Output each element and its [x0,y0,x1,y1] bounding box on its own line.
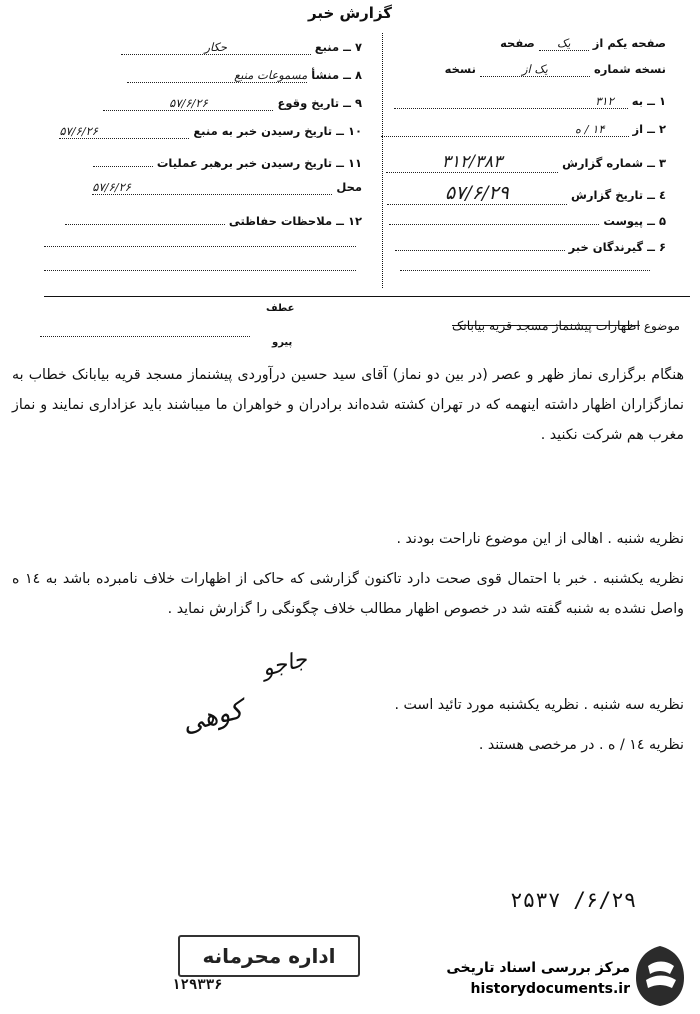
header-row-recipients: ۶ ــ گیرندگان خبر [395,238,666,254]
document-title: گزارش خبر [307,4,393,22]
signature-1: جاجو [259,646,310,683]
origin-value: مسموعات منبع [127,68,307,83]
signature-2: کوهی [179,695,246,739]
archive-stamp: اداره محرمانه [178,935,360,977]
report-number-value: ۳۱۲/۳۸۳ [386,152,558,173]
report-body-paragraph-5: نظریه ۱٤ / ه . در مرخصی هستند . [478,737,684,753]
subject-margin-bottom: پیرو [272,337,293,348]
from-value: ۱۴ / ه [381,122,629,137]
header-row-source: ۷ ــ منبع حکار [121,40,362,55]
bottom-date: ۲۵۳۷ /۶/۲۹ [510,888,637,912]
header-row-report-number: ۳ ــ شماره گزارش ۳۱۲/۳۸۳ [386,152,666,173]
header-column-divider [382,33,383,288]
place-value: ۵۷/۶/۲۶ [92,180,332,195]
report-body-paragraph-4: نظریه سه شنبه . نظریه یکشنبه مورد تائید است . [394,697,684,713]
header-row-copy: نسخه شماره یک از نسخه [444,62,666,76]
security-notes-value [65,212,225,225]
source-received-value: ۵۷/۶/۲۶ [59,124,189,139]
attachment-value [389,212,599,225]
watermark-logo-icon [634,944,686,1008]
source-value: حکار [121,40,311,55]
occurrence-date-value: ۵۷/۶/۲۶ [103,96,273,111]
header-row-report-date: ٤ ــ تاریخ گزارش ۵۷/۶/۲۹ [387,182,666,205]
notes-line-3 [44,270,356,271]
header-row-to: ۱ ــ به ۳۱۲ [394,94,666,109]
subject-extra-line [40,336,250,337]
header-row-page: صفحه یکم از یک صفحه [500,36,666,50]
header-row-from: ۲ ــ از ۱۴ / ه [381,122,666,137]
ops-received-value [93,154,153,167]
recipients-value [395,238,565,251]
header-row-attachment: ۵ ــ پیوست [389,212,666,228]
watermark-org-name: مرکز بررسی اسناد تاریخی [446,960,630,976]
subject-row [360,318,680,333]
header-separator-line [44,296,690,297]
header-row-security-notes: ۱۲ ــ ملاحظات حفاظتی [65,212,362,228]
report-date-value: ۵۷/۶/۲۹ [387,182,567,205]
copy-number-value: یک از [480,62,590,77]
header-row-origin: ۸ ــ منشأ مسموعات منبع [127,68,362,83]
notes-line-2 [44,246,356,247]
header-row-occurrence-date: ۹ ــ تاریخ وقوع ۵۷/۶/۲۶ [103,96,362,111]
header-row-place: محل ۵۷/۶/۲۶ [92,180,362,194]
subject-margin-top: عطف [266,303,295,314]
header-row-ops-received: ۱۱ ــ تاریخ رسیدن خبر برهبر عملیات [93,154,362,170]
watermark-url: historydocuments.ir [470,981,630,997]
header-row-source-received: ۱۰ ــ تاریخ رسیدن خبر به منبع ۵۷/۶/۲۶ [59,124,362,138]
report-body-paragraph-2: نظریه شنبه . اهالی از این موضوع ناراحت بودند . [396,531,684,547]
subject-value: اظهارات پیشنماز مسجد قریه بیابانک [452,318,640,333]
recipients-extra-line [400,270,650,271]
to-value: ۳۱۲ [394,94,628,109]
archive-stamp-number: ۱۲۹۳۳۶ [172,977,223,993]
report-body-paragraph-3: نظریه یکشنبه . خبر با احتمال قوی صحت دارد تاکنون گزارشی که حاکی از اظهارات خلاف نامبرده باشد به ۱٤ ه واصل نشده به شنبه گفته شد در خصوص اظهار مطالب خلاف چگونگی را گزارش نماید . [12,571,684,617]
report-body-paragraph-1: هنگام برگزاری نماز ظهر و عصر (در بین دو نماز) آقای سید حسین درآوردی پیشنماز مسجد قریه بیابانک خطاب به نمازگزاران اظهار داشته اینهمه که در تهران کشته شده‌اند برادران و خواهران ما میباشند باید عزاداری نمایند و نماز مغرب هم شرکت نکنید . [12,367,684,443]
subject-label: موضوع [643,319,680,333]
page-number-value: یک [539,36,589,51]
